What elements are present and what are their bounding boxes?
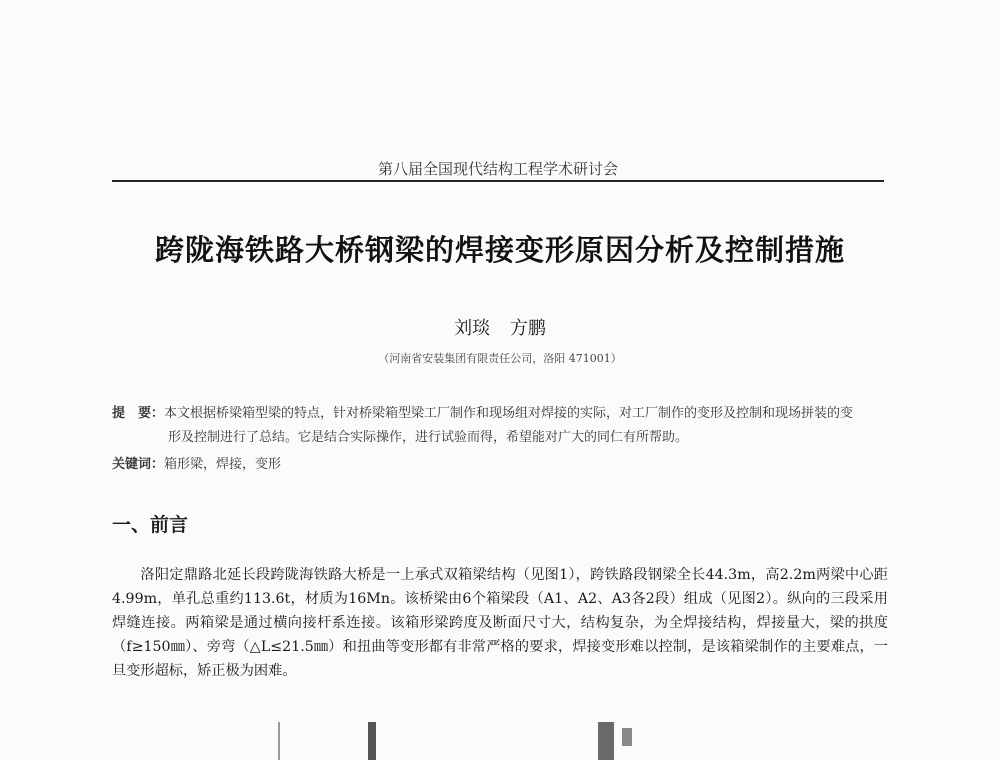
abstract-line-1: 本文根据桥梁箱型梁的特点，针对桥梁箱型梁工厂制作和现场组对焊接的实际，对工厂制作的变形及控制和现场拼装的变 [164, 406, 854, 421]
keywords-label: 关键词： [112, 457, 165, 472]
section-heading: 一、前言 [112, 514, 189, 536]
authors: 刘琰 方鹏 [454, 318, 546, 339]
header-rule [112, 180, 884, 182]
paper-title: 跨陇海铁路大桥钢梁的焊接变形原因分析及控制措施 [154, 233, 845, 267]
abstract-line-2: 形及控制进行了总结。它是结合实际操作，进行试验而得，希望能对广大的同仁有所帮助。 [168, 430, 689, 445]
figure-fragment [278, 722, 280, 760]
keywords-text: 箱形梁，焊接，变形 [164, 457, 282, 472]
figure-fragment [598, 722, 614, 760]
running-header: 第八届全国现代结构工程学术研讨会 [377, 160, 618, 178]
abstract [112, 402, 888, 450]
keywords [112, 453, 888, 472]
body-paragraph: 洛阳定鼎路北延长段跨陇海铁路大桥是一上承式双箱梁结构（见图1），跨铁路段钢梁全长44.3m，高2.2m两梁中心距4.99m，单孔总重约113.6t，材质为16Mn。该桥梁由6个箱梁段（A1、A2、A3各2段）组成（见图2）。纵向的三段采用焊缝连接。两箱梁是通过横向接杆系连接。该箱形梁跨度及断面尺寸大，结构复杂，为全焊接结构，焊接量大，梁的拱度（f≥150㎜）、旁弯（△L≤21.5㎜）和扭曲等变形都有非常严格的要求，焊接变形难以控制，是该箱梁制作的主要难点，一旦变形超标，矫正极为困难。 [112, 567, 888, 679]
figure-fragment [622, 728, 632, 746]
affiliation: （河南省安装集团有限责任公司，洛阳 471001） [378, 352, 622, 365]
figure-fragment [368, 722, 376, 760]
abstract-label: 提 要： [112, 406, 165, 421]
